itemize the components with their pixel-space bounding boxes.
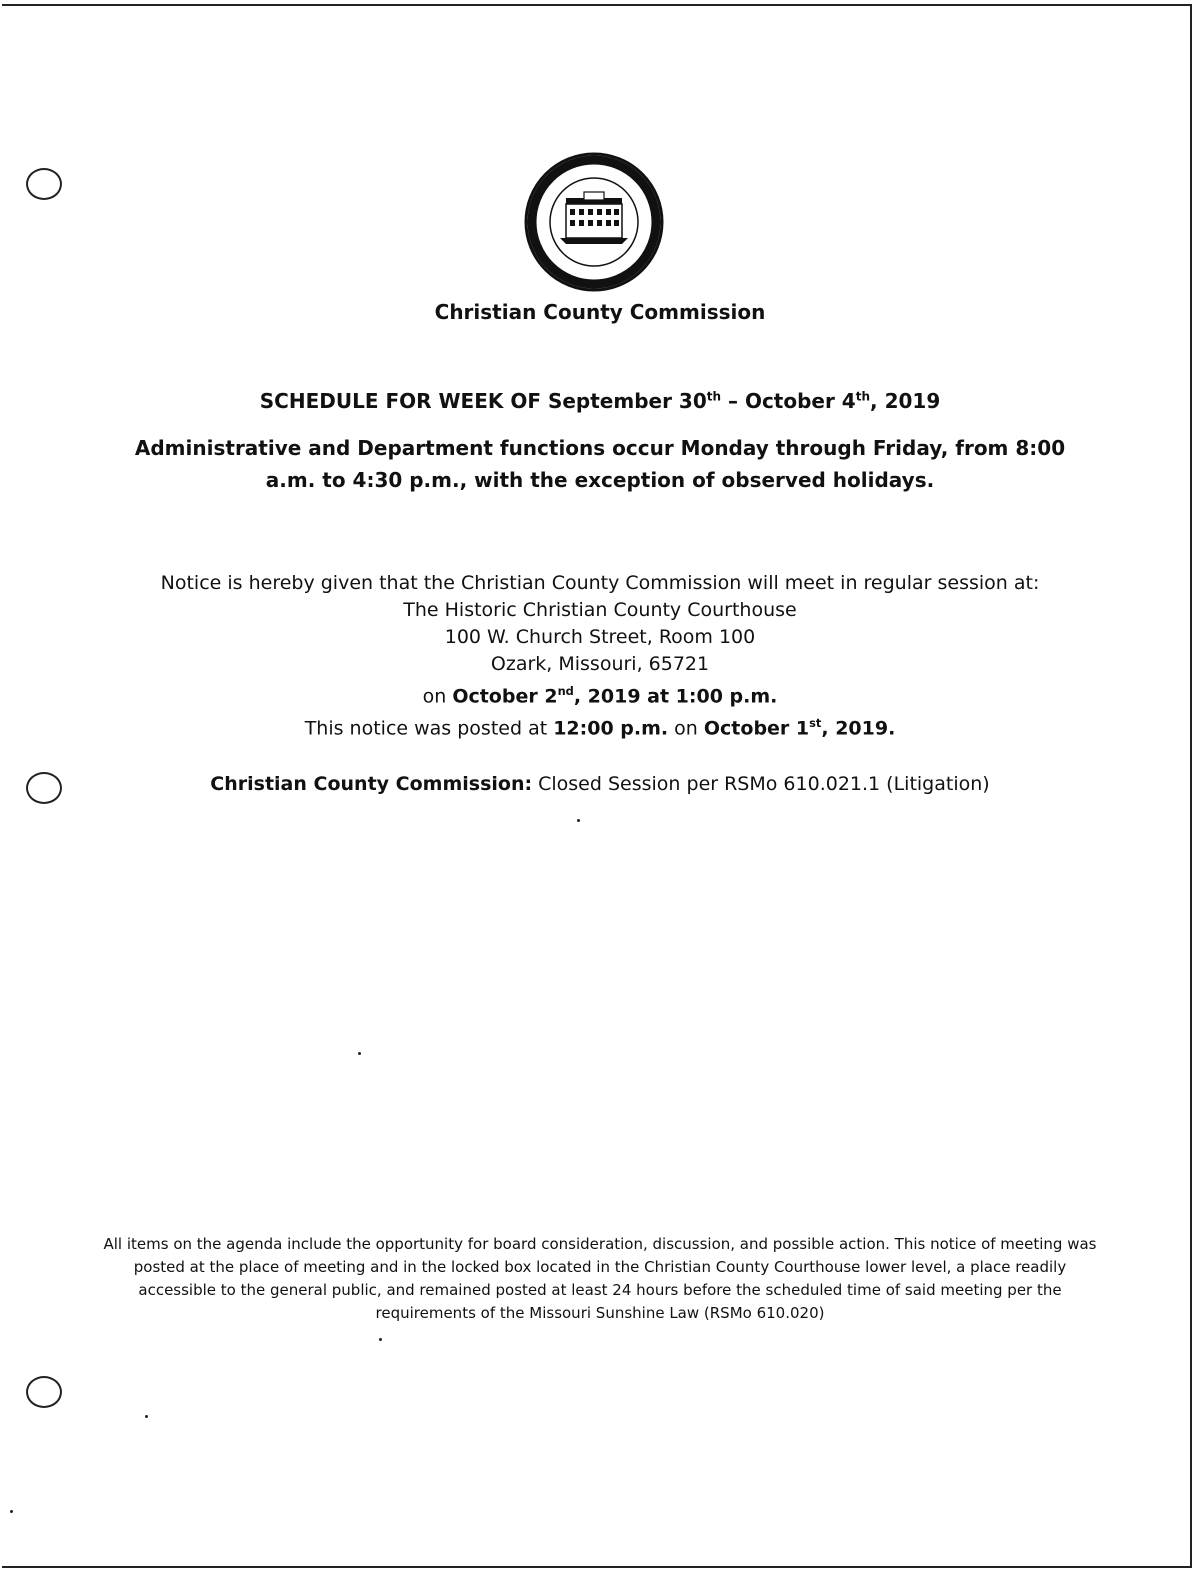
closed-session-text: Closed Session per RSMo 610.021.1 (Litigation) bbox=[532, 773, 990, 795]
county-seal-logo bbox=[524, 152, 664, 292]
notice-intro: Notice is hereby given that the Christian County Commission will meet in regular session at: bbox=[160, 572, 1040, 594]
schedule-heading bbox=[0, 389, 1200, 413]
punch-hole-top bbox=[26, 168, 62, 200]
notice-meeting-date bbox=[0, 678, 1200, 710]
schedule-sup-2: th bbox=[855, 389, 871, 404]
posted-time: 12:00 p.m. bbox=[553, 717, 669, 740]
schedule-prefix: SCHEDULE FOR WEEK OF September 30 bbox=[259, 389, 707, 413]
scan-speck bbox=[145, 1415, 148, 1418]
meeting-date-sup: nd bbox=[557, 684, 574, 698]
meeting-date: October 2 bbox=[452, 685, 558, 708]
meeting-notice bbox=[0, 570, 1200, 743]
scan-speck bbox=[379, 1338, 382, 1341]
page-title: Christian County Commission bbox=[434, 300, 766, 324]
schedule-sup-1: th bbox=[706, 389, 722, 404]
posted-prefix: This notice was posted at bbox=[304, 717, 554, 740]
schedule-suffix: , 2019 bbox=[870, 389, 941, 413]
notice-city: Ozark, Missouri, 65721 bbox=[490, 653, 710, 675]
posted-date-rest: , 2019. bbox=[821, 717, 896, 740]
scan-speck bbox=[358, 1052, 361, 1055]
closed-session-label: Christian County Commission: bbox=[210, 773, 533, 795]
posted-date: October 1 bbox=[703, 717, 810, 740]
svg-text:STATE OF MISSOURI: STATE OF MISSOURI bbox=[542, 166, 646, 207]
notice-street: 100 W. Church Street, Room 100 bbox=[444, 626, 756, 648]
punch-hole-bottom bbox=[26, 1376, 62, 1408]
scan-speck bbox=[10, 1510, 13, 1513]
scan-speck bbox=[577, 819, 580, 822]
meeting-on-text: on bbox=[422, 685, 453, 708]
office-hours-statement: Administrative and Department functions occur Monday through Friday, from 8:00 a.m. to 4:30 p.m., with the exception of observed holidays. bbox=[134, 436, 1066, 492]
posted-mid: on bbox=[668, 717, 704, 740]
notice-posted bbox=[0, 710, 1200, 742]
svg-text:COUNTY OF CHRISTIAN: COUNTY OF CHRISTIAN bbox=[540, 233, 648, 278]
notice-location: The Historic Christian County Courthouse bbox=[403, 599, 797, 621]
footer-disclaimer: All items on the agenda include the opportunity for board consideration, discussion, and possible action. This notice of meeting was posted at the place of meeting and in the locked box located in the Christian County Courthouse lower level, a place readily accessible to the general public, and remained posted at least 24 hours before the scheduled time of said meeting per the requirements of the Missouri Sunshine Law (RSMo 610.020) bbox=[103, 1235, 1097, 1322]
meeting-date-rest: , 2019 at 1:00 p.m. bbox=[573, 685, 778, 708]
posted-date-sup: st bbox=[809, 716, 822, 731]
schedule-middle: – October 4 bbox=[721, 389, 856, 413]
closed-session-item bbox=[0, 773, 1200, 795]
